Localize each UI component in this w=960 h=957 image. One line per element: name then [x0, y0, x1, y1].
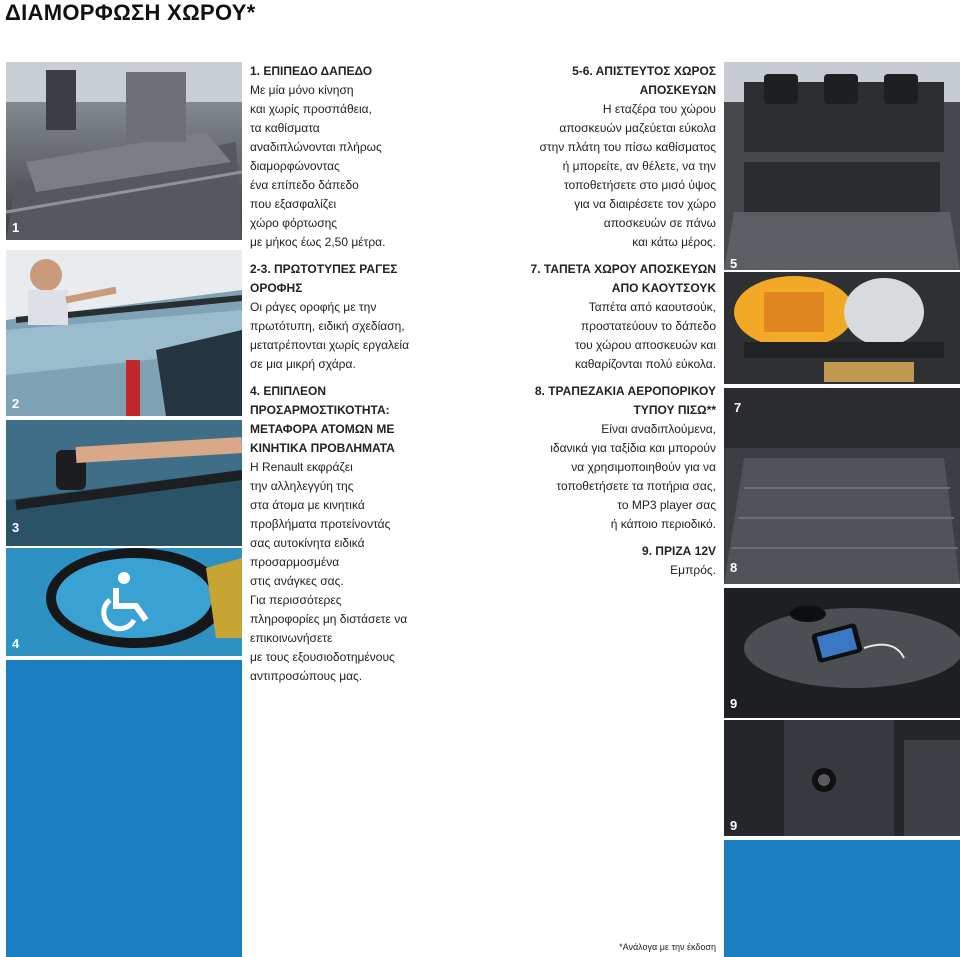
section-heading: 2-3. ΠΡΩΤΟΤΥΠΕΣ ΡΑΓΕΣ ΟΡΟΦΗΣ	[250, 262, 398, 295]
photo-number: 3	[12, 520, 20, 535]
section-heading: 4. ΕΠΙΠΛΕΟΝ ΠΡΟΣΑΡΜΟΣΤΙΚΟΤΗΤΑ: ΜΕΤΑΦΟΡΑ ΑΤΟΜΩΝ ΜΕ ΚΙΝΗΤΙΚΑ ΠΡΟΒΛΗΜΑΤΑ	[250, 384, 395, 455]
section-body: Η εταζέρα του χώρου αποσκευών μαζεύεται εύκολα στην πλάτη του πίσω καθίσματος ή μπορείτε, αν θέλετε, να την τοποθετήσετε στο μισό ύψος για να διαιρέσετε τον χώρο αποσκευών σε πάνω και κάτω μέρος.	[539, 102, 716, 249]
photo-rubber-mat	[724, 388, 960, 584]
photo-number: 2	[12, 396, 20, 411]
decorative-blue-panel	[724, 840, 960, 957]
photo-tray-table	[724, 588, 960, 718]
photo-roof-rails	[6, 250, 242, 416]
section-body: Η Renault εκφράζει την αλληλεγγύη της στα άτομα με κινητικά προβλήματα προτείνοντάς σας αυτοκίνητα ειδικά προσαρμοσμένα στις ανάγκες σας. Για περισσότερες πληροφορίες μη διστάσετε να επικοινωνήσετε με τους εξουσιοδοτημένους αντιπροσώπους μας.	[250, 460, 408, 683]
page-title: ΔΙΑΜΟΡΦΩΣΗ ΧΩΡΟΥ*	[5, 0, 256, 25]
section-body: Είναι αναδιπλούμενα, ιδανικά για ταξίδια και μπορούν να χρησιμοποιηθούν για να τοποθετήσετε τα ποτήρια σας, το MP3 player σας ή κάποιο περιοδικό.	[550, 422, 716, 531]
photo-trunk-space	[724, 62, 960, 270]
decorative-blue-panel	[6, 660, 242, 957]
section-body: Εμπρός.	[670, 563, 716, 577]
section-accessibility	[250, 382, 465, 686]
photo-trunk-shelf	[724, 272, 960, 384]
section-flat-floor	[250, 62, 465, 252]
section-body: Ταπέτα από καουτσούκ, προστατεύουν το δάπεδο του χώρου αποσκευών και καθαρίζονται πολύ εύκολα.	[574, 300, 716, 371]
photo-number: 7	[734, 400, 742, 415]
footnote: *Ανάλογα με την έκδοση	[619, 942, 716, 952]
left-text-column	[250, 62, 465, 686]
photo-socket	[724, 720, 960, 836]
section-heading: 5-6. ΑΠΙΣΤΕΥΤΟΣ ΧΩΡΟΣ ΑΠΟΣΚΕΥΩΝ	[572, 64, 716, 97]
photo-number: 5	[730, 256, 738, 270]
section-body: Με μία μόνο κίνηση και χωρίς προσπάθεια, τα καθίσματα αναδιπλώνονται πλήρως διαμορφώνοντας ένα επίπεδο δάπεδο που εξασφαλίζει χώρο φόρτωσης με μήκος έως 2,50 μέτρα.	[250, 83, 386, 249]
photo-number: 8	[730, 560, 738, 575]
photo-roof-bar	[6, 420, 242, 546]
right-text-column	[524, 62, 716, 580]
section-heading: 8. ΤΡΑΠΕΖΑΚΙΑ ΑΕΡΟΠΟΡΙΚΟΥ ΤΥΠΟΥ ΠΙΣΩ**	[534, 384, 716, 417]
section-roof-rails	[250, 260, 465, 374]
section-heading: 1. ΕΠΙΠΕΔΟ ΔΑΠΕΔΟ	[250, 64, 373, 78]
photo-mirror	[6, 548, 242, 656]
photo-number: 1	[12, 220, 20, 235]
photo-flat-floor	[6, 62, 242, 240]
section-heading: 9. ΠΡΙΖΑ 12V	[641, 544, 716, 558]
photo-number: 4	[12, 636, 20, 651]
section-rubber-mats	[524, 260, 716, 374]
photo-number: 9	[730, 818, 738, 833]
section-luggage-space	[524, 62, 716, 252]
section-body: Οι ράγες οροφής με την πρωτότυπη, ειδική σχεδίαση, μετατρέπονται χωρίς εργαλεία σε μια μικρή σχάρα.	[250, 300, 409, 371]
photo-number: 9	[730, 696, 738, 711]
section-heading: 7. ΤΑΠΕΤΑ ΧΩΡΟΥ ΑΠΟΣΚΕΥΩΝ ΑΠΟ ΚΑΟΥΤΣΟΥΚ	[530, 262, 716, 295]
section-tray-tables	[524, 382, 716, 534]
section-12v-socket	[524, 542, 716, 580]
